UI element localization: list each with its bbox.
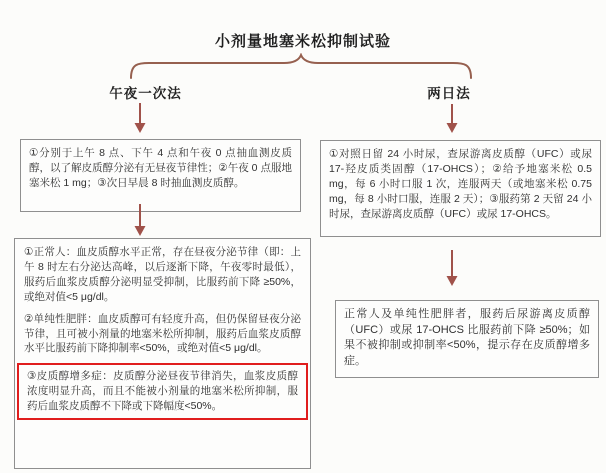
down-arrow-icon [445, 250, 459, 286]
page-title: 小剂量地塞米松抑制试验 [214, 33, 391, 50]
result-normal: ①正常人：血皮质醇水平正常，存在昼夜分泌节律（即：上午 8 时左右分泌达高峰，以后逐渐下降，午夜零时最低），服药后血浆皮质醇分泌明显受抑制，比服药前下降 ≥50%，或绝对值<5 μg/dl。 [24, 246, 301, 303]
two-day-result-box: 正常人及单纯性肥胖者，服药后尿游离皮质醇（UFC）或尿 17-OHCS 比服药前下降 ≥50%；如果不被抑制或抑制率<50%，提示存在皮质醇增多症。 [335, 300, 599, 378]
down-arrow-icon [445, 104, 459, 133]
down-arrow-icon [133, 103, 147, 133]
branch-label-two-day: 两日法 [427, 86, 471, 101]
result-simple-obesity: ②单纯性肥胖：血皮质醇可有轻度升高，但仍保留昼夜分泌节律，且可被小剂量的地塞米松所抑制，服药后血浆皮质醇水平比服药前下降抑制率<50%，或绝对值<5 μg/dl。 [24, 312, 301, 355]
branch-label-midnight: 午夜一次法 [109, 86, 182, 101]
down-arrow-icon [133, 204, 147, 236]
midnight-results-box [14, 238, 311, 469]
two-day-procedure-box: ①对照日留 24 小时尿，查尿游离皮质醇（UFC）或尿 17-羟皮质类固醇（17-OHCS）；②给予地塞米松 0.5 mg，每 6 小时口服 1 次，连服两天（或地塞米松 0.75 mg，每 8 小时口服，连服 2 天）；③服药第 2 天留 24 小时尿，查尿游离皮质醇（UFC）或尿 17-OHCS。 [320, 140, 601, 237]
result-hypercortisolism-highlight-box: ③皮质醇增多症：皮质醇分泌昼夜节律消失，血浆皮质醇浓度明显升高，而且不能被小剂量的地塞米松所抑制，服药后血浆皮质醇不下降或下降幅度<50%。 [17, 363, 308, 420]
split-brace-icon [128, 53, 474, 81]
midnight-procedure-box: ①分别于上午 8 点、下午 4 点和午夜 0 点抽血测皮质醇，以了解皮质醇分泌有无昼夜节律性；②午夜 0 点服地塞米松 1 mg；③次日早晨 8 时抽血测皮质醇。 [20, 139, 301, 212]
